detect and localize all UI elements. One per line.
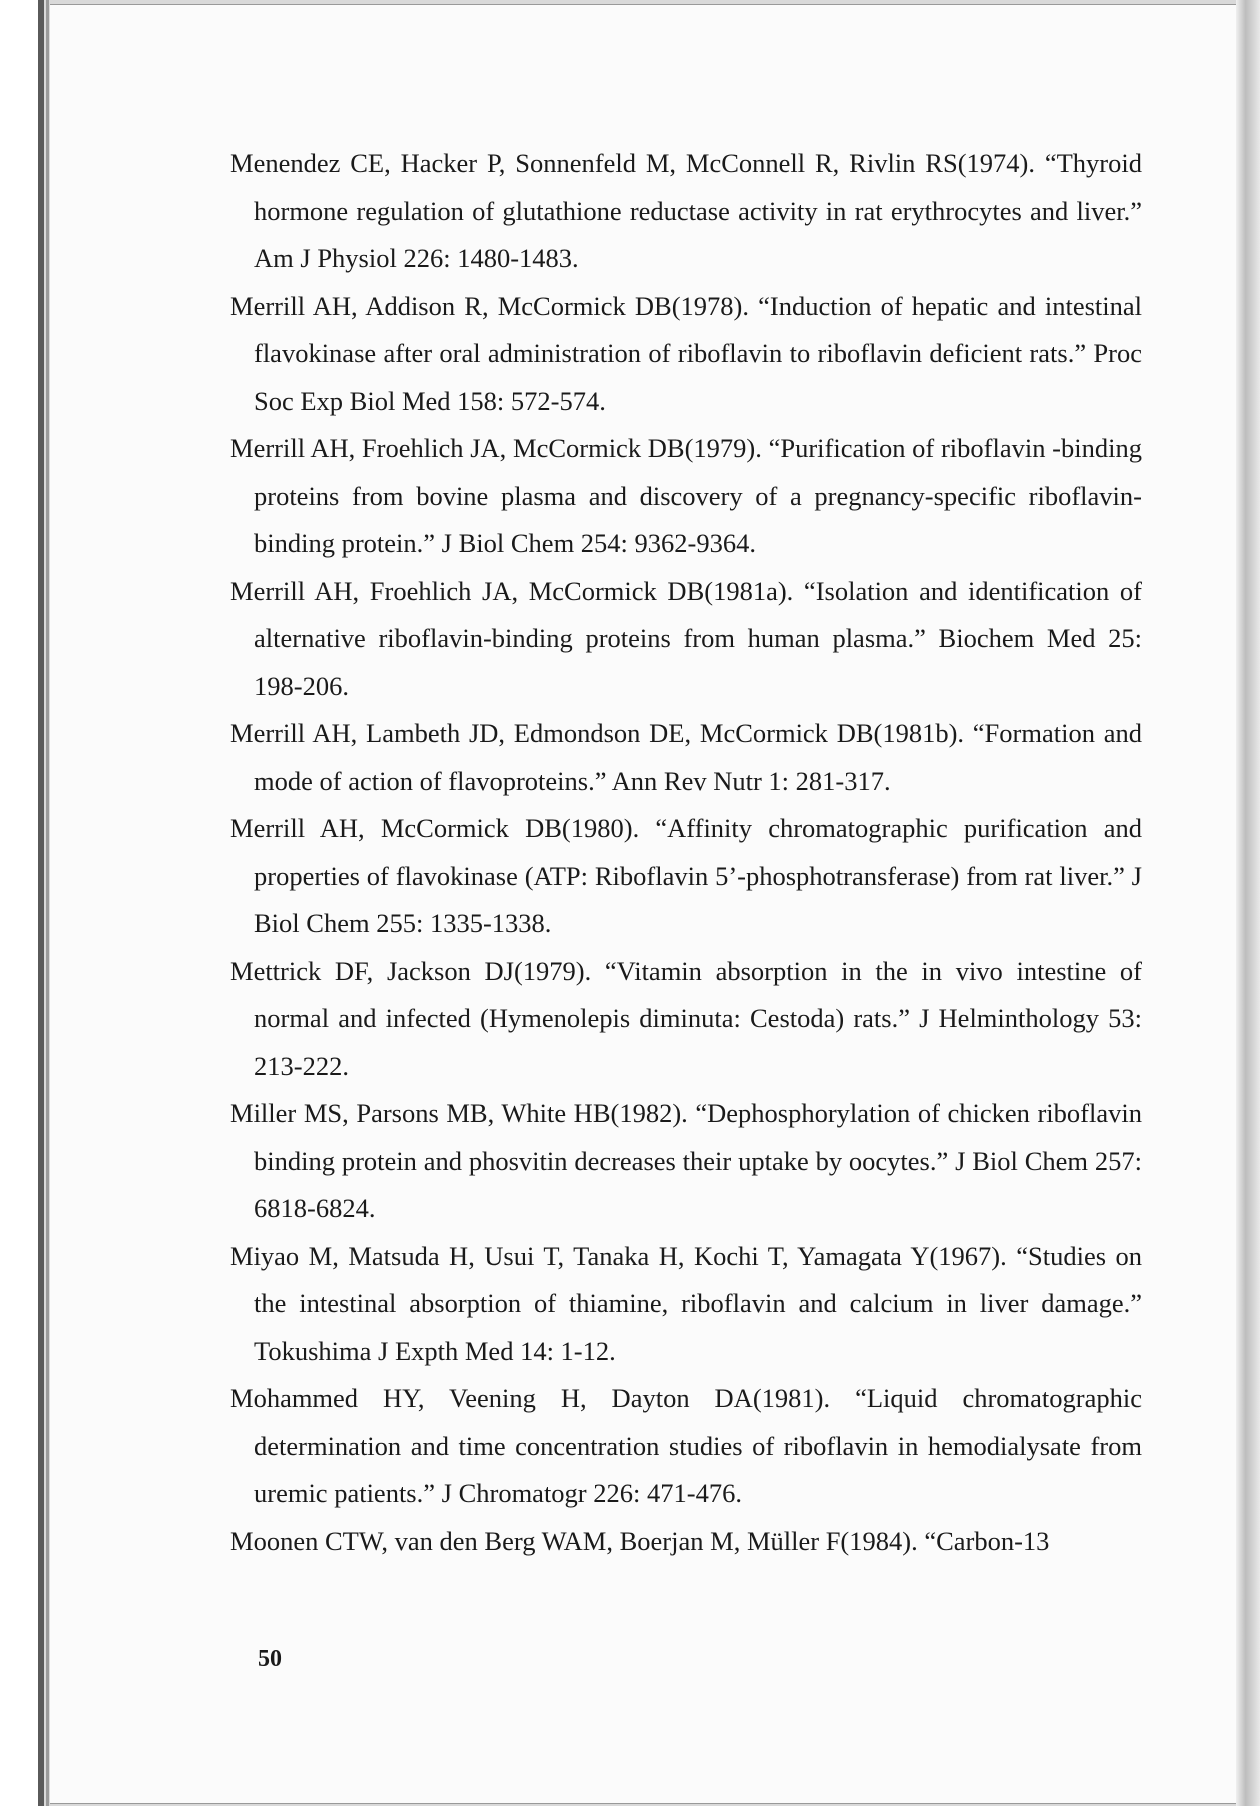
reference-entry: [230, 1518, 1142, 1566]
reference-entry: [230, 568, 1142, 711]
reference-entry: [230, 1233, 1142, 1376]
reference-entry: [230, 283, 1142, 426]
reference-text: Merrill AH, McCormick DB(1980). “Affinity chromatographic purification and properties of flavokinase (ATP: Riboflavin 5’-phosphotransferase) from rat liver.” J Biol Chem 255: 1335-1338.: [230, 813, 1142, 938]
reference-entry: [230, 425, 1142, 568]
reference-text: Menendez CE, Hacker P, Sonnenfeld M, McConnell R, Rivlin RS(1974). “Thyroid hormone regulation of glutathione reductase activity in rat erythrocytes and liver.” Am J Physiol 226: 1480-1483.: [230, 148, 1142, 273]
reference-text: Merrill AH, Lambeth JD, Edmondson DE, McCormick DB(1981b). “Formation and mode of action of flavoproteins.” Ann Rev Nutr 1: 281-317.: [230, 718, 1142, 796]
reference-entry: [230, 1375, 1142, 1518]
reference-text: Merrill AH, Froehlich JA, McCormick DB(1979). “Purification of riboflavin -binding proteins from bovine plasma and discovery of a pregnancy-specific riboflavin-binding protein.” J Biol Chem 254: 9362-9364.: [230, 433, 1142, 558]
reference-entry: [230, 948, 1142, 1091]
reference-text: Mettrick DF, Jackson DJ(1979). “Vitamin absorption in the in vivo intestine of normal and infected (Hymenolepis diminuta: Cestoda) rats.” J Helminthology 53: 213-222.: [230, 955, 1142, 1081]
reference-text: Merrill AH, Froehlich JA, McCormick DB(1981a). “Isolation and identification of alternative riboflavin-binding proteins from human plasma.” Biochem Med 25: 198-206.: [230, 575, 1142, 701]
reference-text: Miyao M, Matsuda H, Usui T, Tanaka H, Kochi T, Yamagata Y(1967). “Studies on the intestinal absorption of thiamine, riboflavin and calcium in liver damage.” Tokushima J Expth Med 14: 1-12.: [230, 1240, 1142, 1366]
reference-entry: [230, 710, 1142, 805]
reference-text: Miller MS, Parsons MB, White HB(1982). “Dephosphorylation of chicken riboflavin binding protein and phosvitin decreases their uptake by oocytes.” J Biol Chem 257: 6818-6824.: [230, 1098, 1142, 1223]
reference-text: Merrill AH, Addison R, McCormick DB(1978). “Induction of hepatic and intestinal flavokinase after oral administration of riboflavin to riboflavin deficient rats.” Proc Soc Exp Biol Med 158: 572-574.: [230, 290, 1142, 416]
page-number: 50: [258, 1646, 282, 1672]
reference-entry: [230, 1090, 1142, 1233]
reference-text: Mohammed HY, Veening H, Dayton DA(1981). “Liquid chromatographic determination and time concentration studies of riboflavin in hemodialysate from uremic patients.” J Chromatogr 226: 471-476.: [230, 1383, 1142, 1508]
page-binding-edge-inner: [46, 0, 49, 1806]
page-binding-edge: [38, 0, 44, 1806]
page-right-edge-shadow: [1236, 0, 1260, 1806]
reference-entry: [230, 805, 1142, 948]
reference-text: Moonen CTW, van den Berg WAM, Boerjan M, Müller F(1984). “Carbon-13: [230, 1525, 1050, 1556]
reference-list: [230, 140, 1142, 1565]
reference-entry: [230, 140, 1142, 283]
